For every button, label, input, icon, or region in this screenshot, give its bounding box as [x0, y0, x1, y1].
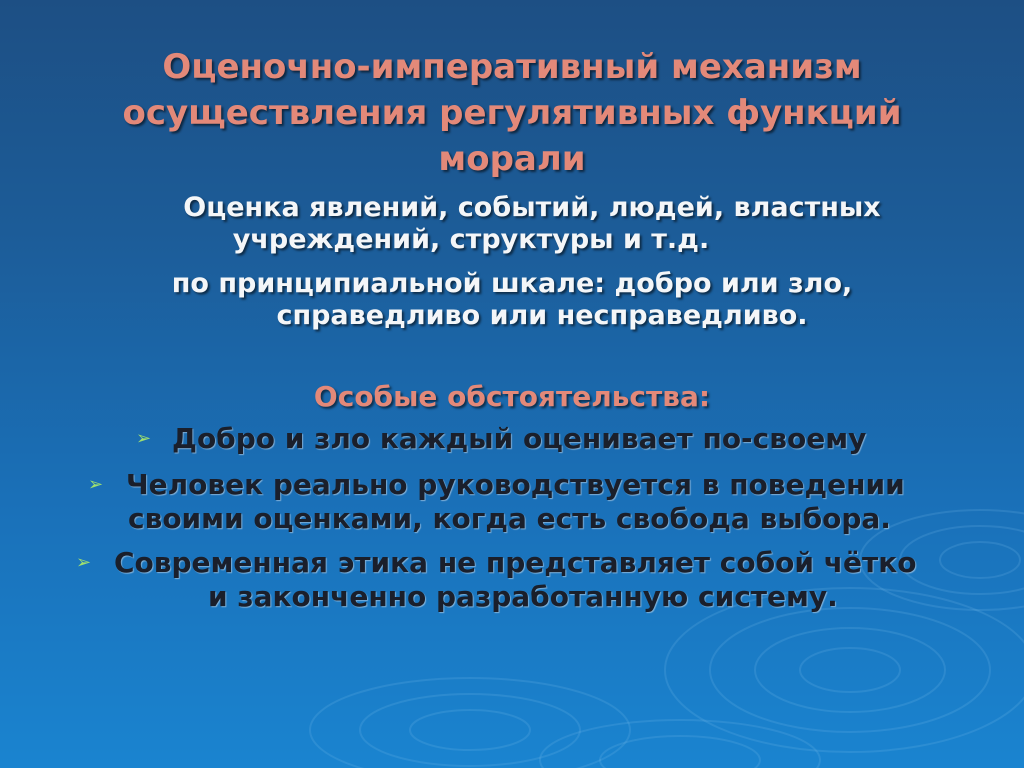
bullet-item-2-line-1: Человек реально руководствуется в поведении — [126, 468, 905, 501]
paragraph-scale-line-1: по принципиальной шкале: добро или зло, — [171, 268, 853, 299]
paragraph-evaluation-line-2: учреждений, структуры и т.д. — [232, 224, 710, 255]
bullet-item-3-line-1: Современная этика не представляет собой чётко — [114, 546, 917, 579]
title-line-2: осуществления регулятивных функций — [122, 93, 902, 133]
title-line-3: морали — [438, 139, 586, 179]
bullet-item-1 — [136, 422, 866, 456]
arrow-bullet-icon: ➢ — [88, 474, 104, 495]
bullet-item-2-line-2: своими оценками, когда есть свобода выбора. — [128, 502, 891, 535]
bullet-item-3-line-2: и законченно разработанную систему. — [208, 580, 838, 613]
paragraph-scale — [0, 268, 1024, 332]
paragraph-evaluation — [0, 192, 1024, 256]
arrow-bullet-icon: ➢ — [136, 428, 152, 449]
paragraph-evaluation-line-1: Оценка явлений, событий, людей, властных — [183, 192, 881, 223]
paragraph-scale-line-2: справедливо или несправедливо. — [276, 300, 808, 331]
bullet-item-1-line-1: Добро и зло каждый оценивает по-своему — [172, 422, 867, 455]
slide-title — [60, 44, 964, 182]
arrow-bullet-icon: ➢ — [76, 552, 92, 573]
bullet-item-3 — [76, 546, 976, 614]
title-line-1: Оценочно-императивный механизм — [162, 47, 862, 87]
section-heading — [0, 380, 1024, 413]
section-heading-text: Особые обстоятельства: — [313, 380, 711, 413]
bullet-item-2 — [88, 468, 988, 536]
